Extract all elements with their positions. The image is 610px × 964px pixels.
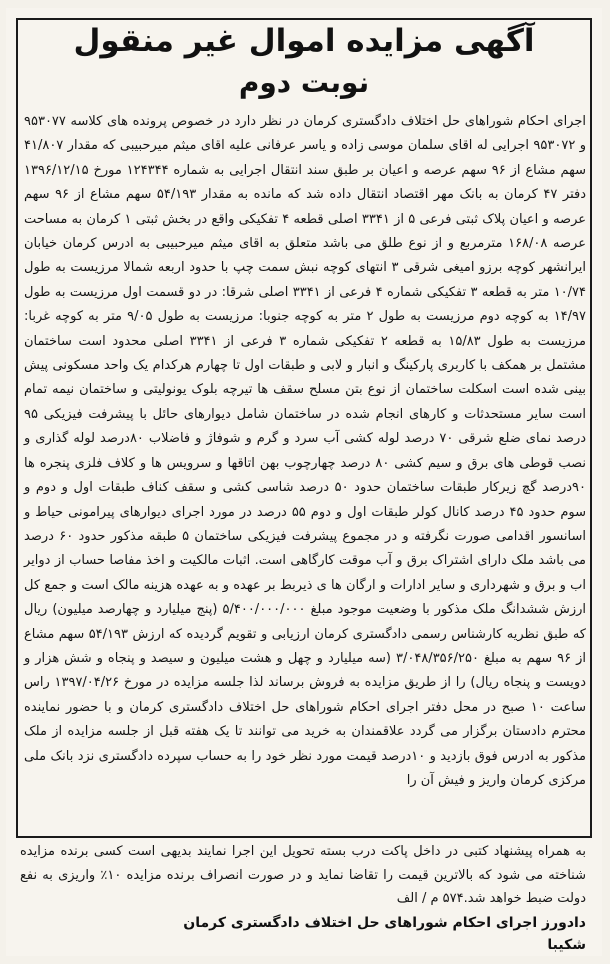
notice-subtitle: نوبت دوم bbox=[238, 66, 370, 99]
auction-notice bbox=[6, 8, 602, 956]
notice-closing-paragraph: به همراه پیشنهاد کتبی در داخل پاکت درب بسته تحویل این اجرا نمایند بدیهی است کسی برنده مزایده شناخته می شود که بالاترین قیمت را تقاضا نماید و در صورت انصراف برنده مزایده ۱۰٪ واریزی به نفع دولت ضبط خواهد شد.۵۷۴ م / الف bbox=[20, 844, 586, 907]
notice-title: آگهی مزایده اموال غیر منقول bbox=[73, 23, 535, 59]
notice-body: اجرای احکام شوراهای حل اختلاف دادگستری کرمان در نظر دارد در خصوص پرونده های کلاسه ۹۵۳۰۷۷ و ۹۵۳۰۷۲ اجرایی له اقای سلمان موسی زاده و یاسر عرفانی علیه اقای میثم میرحبیبی که مقدار ۴۱/۸۰۷ سهم مشاع از ۹۶ سهم عرصه و اعیان بر طبق سند انتقال اجرایی به شماره ۱۲۴۳۴۴ مورخ ۱۳۹۶/۱۲/۱۵ دفتر ۴۷ کرمان به بانک مهر اقتصاد انتقال داده شد که مانده به مقدار ۵۴/۱۹۳ سهم مشاع از ۹۶ سهم عرصه و اعیان پلاک ثبتی فرعی ۵ از ۳۳۴۱ اصلی قطعه ۴ تفکیکی واقع در بخش ثبتی ۱ کرمان به مساحت عرصه ۱۶۸/۰۸ مترمربع و از نوع طلق می باشد متعلق به اقای میثم میرحبیبی به ادرس کرمان خیابان ایرانشهر کوچه برزو امیغی شرقی ۳ انتهای کوچه نبش سمت چپ با حدود اربعه شمالا مرزیست به طول ۱۰/۷۴ متر به قطعه ۳ تفکیکی شماره ۴ فرعی از ۳۳۴۱ اصلی شرقا: در دو قسمت اول مرزیست به طول ۱۴/۹۷ به کوچه دوم مرزیست به طول ۲ متر به کوچه جنوبا: مرزیست به طول ۹/۰۵ متر به کوچه غربا: مرزیست به طول ۱۵/۸۳ به قطعه ۲ تفکیکی شماره ۳ فرعی از ۳۳۴۱ اصلی محدود است ساختمان مشتمل بر همکف با کاربری پارکینگ و انبار و لابی و طبقات اول تا چهارم هرکدام یک واحد مسکونی پیش بینی شده است اسکلت ساختمان از نوع بتن مسلح سقف ها تیرچه بلوک یونولیتی و ساختمان نیمه تمام است سایر مستحدثات و کارهای انجام شده در ساختمان شامل دیوارهای حائل با پیشرفت فیزیکی ۹۵ درصد نمای ضلع شرقی ۷۰ درصد لوله کشی آب سرد و گرم و شوفاژ و فاضلاب ۸۰درصد لوله گذاری و نصب قوطی های برق و سیم کشی ۸۰ درصد چهارچوب بهن اتاقها و سرویس ها و کلاف فلزی پنجره ها ۹۰درصد گچ زیرکار طبقات ساختمان حدود ۵۰ درصد شاسی کشی و سقف کناف طبقات اول و دوم و سوم حدود ۴۵ درصد کانال کولر طبقات اول و دوم ۵۵ درصد در مورد اجرای دیوارهای پیرامونی حیاط و اسانسور اقدامی صورت نگرفته و در مجموع پیشرفت فیزیکی ساختمان ۵ طبقه مذکور حدود ۶۰ درصد می باشد ملک دارای اشتراک برق و آب موقت کارگاهی است. اثبات مالکیت و اخذ مفاصا حساب از دوایر اب و برق و شهرداری و سایر ادارات و ارگان ها ی ذیربط بر عهده و به عهده هزینه مالک است و جمع کل ارزش ششدانگ ملک مذکور با وضعیت موجود مبلغ ۵/۴۰۰/۰۰۰/۰۰۰ (پنج میلیارد و چهارصد میلیون) ریال که طبق نظریه کارشناس رسمی دادگستری کرمان ارزیابی و تقویم گردیده که ارزش ۵۴/۱۹۳ سهم مشاع از ۹۶ سهم به مبلغ ۳/۰۴۸/۳۵۶/۲۵۰ (سه میلیارد و چهل و هشت میلیون و سیصد و پنجاه و شش هزار و دویست و پنجاه ریال) را از طریق مزایده به فروش برساند لذا جلسه مزایده در مورخ ۱۳۹۷/۰۴/۲۶ راس ساعت ۱۰ صبح در محل دفتر اجرای احکام شوراهای حل اختلاف دادگستری کرمان و با حضور نماینده محترم دادستان برگزار می گردد علاقمندان به خرید می توانند تا یک هفته قبل از جلسه مزایده از ملک مذکور به ادرس فوق بازدید و ۱۰درصد قیمت مورد نظر خود را به حساب سپرده دادگستری نزد بانک ملی مرکزی کرمان واریز و فیش آن را bbox=[24, 114, 587, 788]
notice-signature bbox=[20, 912, 586, 956]
signature-office: دادورز اجرای احکام شوراهای حل اختلاف دادگستری کرمان bbox=[183, 915, 586, 931]
signature-name: شکیبا bbox=[547, 937, 586, 953]
